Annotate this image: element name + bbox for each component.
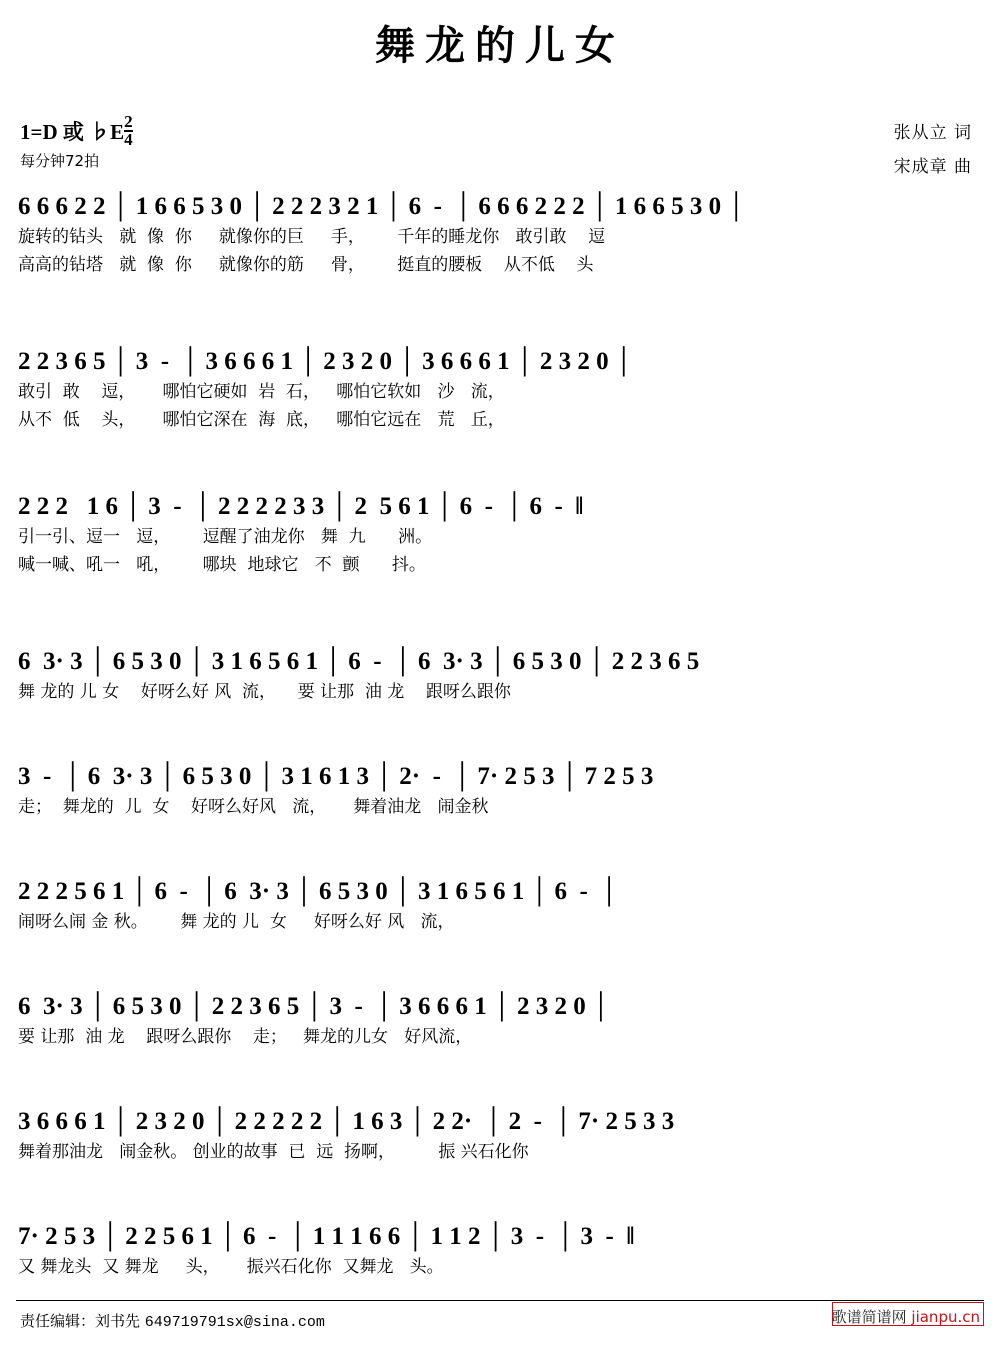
lyric-line-verse1: 又 舞龙头 又 舞龙 头， 振兴石化你 又舞龙 头。 <box>18 1257 444 1277</box>
watermark-site-name: 歌谱简谱网 <box>831 1308 907 1326</box>
lyricist-credit: 张从立 词 <box>893 123 972 143</box>
music-system-8 <box>18 1105 982 1165</box>
lyric-line-verse1: 舞 龙的 儿 女 好呀么好 风 流， 要 让那 油 龙 跟呀么跟你 <box>18 682 511 702</box>
editor-label: 责任编辑：刘书先 <box>20 1312 141 1330</box>
music-system-1 <box>18 190 982 278</box>
key-alternate: ♭E <box>89 120 125 145</box>
notation-line: 6 6 6 2 2 │ 1 6 6 5 3 0 │ 2 2 2 3 2 1 │ 6 - │ 6 6 6 2 2 2 │ 1 6 6 5 3 0 │ <box>18 193 746 220</box>
lyric-line-verse2: 喊一喊、吼一 吼， 哪块 地球它 不 颤 抖。 <box>18 555 426 575</box>
notation-line: 3 - │ 6 3· 3 │ 6 5 3 0 │ 3 1 6 1 3 │ 2· - │ 7· 2 5 3 │ 7 2 5 3 <box>18 763 654 790</box>
lyric-line-verse2: 从不 低 头， 哪怕它深在 海 底， 哪怕它远在 荒 丘， <box>18 410 505 430</box>
lyric-line-verse2: 高高的钻塔 就 像 你 就像你的筋 骨， 挺直的腰板 从不低 头 <box>18 255 594 275</box>
music-system-5 <box>18 760 982 820</box>
music-system-3 <box>18 490 982 578</box>
lyric-line-verse1: 走； 舞龙的 儿 女 好呀么好风 流， 舞着油龙 闹金秋 <box>18 797 489 817</box>
music-system-6 <box>18 875 982 935</box>
notation-line: 2 2 2 5 6 1 │ 6 - │ 6 3· 3 │ 6 5 3 0 │ 3 1 6 5 6 1 │ 6 - │ <box>18 878 619 905</box>
music-system-2 <box>18 345 982 433</box>
contact-email: 649719791sx@sina.com <box>144 1314 325 1331</box>
music-system-4 <box>18 645 982 705</box>
lyric-line-verse1: 敢引 敢 逗， 哪怕它硬如 岩 石， 哪怕它软如 沙 流， <box>18 382 505 402</box>
notation-line: 6 3· 3 │ 6 5 3 0 │ 3 1 6 5 6 1 │ 6 - │ 6 3· 3 │ 6 5 3 0 │ 2 2 3 6 5 <box>18 648 700 675</box>
footer-credits <box>20 1310 325 1331</box>
lyric-line-verse1: 要 让那 油 龙 跟呀么跟你 走； 舞龙的儿女 好风流， <box>18 1027 473 1047</box>
watermark-url: jianpu.cn <box>911 1308 980 1326</box>
music-system-7 <box>18 990 982 1050</box>
watermark[interactable] <box>832 1306 980 1327</box>
notation-line: 3 6 6 6 1 │ 2 3 2 0 │ 2 2 2 2 2 │ 1 6 3 │ 2 2· │ 2 - │ 7· 2 5 3 3 <box>18 1108 675 1135</box>
lyric-line-verse1: 旋转的钻头 就 像 你 就像你的巨 手， 千年的睡龙你 敢引敢 逗 <box>18 227 606 247</box>
notation-line: 6 3· 3 │ 6 5 3 0 │ 2 2 3 6 5 │ 3 - │ 3 6 6 6 1 │ 2 3 2 0 │ <box>18 993 610 1020</box>
key-signature <box>20 114 133 148</box>
lyric-line-verse1: 闹呀么闹 金 秋。 舞 龙的 儿 女 好呀么好 风 流， <box>18 912 455 932</box>
notation-line: 2 2 3 6 5 │ 3 - │ 3 6 6 6 1 │ 2 3 2 0 │ 3 6 6 6 1 │ 2 3 2 0 │ <box>18 348 633 375</box>
notation-line: 7· 2 5 3 │ 2 2 5 6 1 │ 6 - │ 1 1 1 6 6 │ 1 1 2 │ 3 - │ 3 - ‖ <box>18 1223 635 1250</box>
footer-divider <box>16 1300 984 1301</box>
music-system-9 <box>18 1220 982 1280</box>
lyric-line-verse1: 舞着那油龙 闹金秋。 创业的故事 已 远 扬啊， 振 兴石化你 <box>18 1142 529 1162</box>
time-signature: $\frac{2}{4}$ <box>124 112 133 150</box>
lyric-line-verse1: 引一引、逗一 逗， 逗醒了油龙你 舞 九 洲。 <box>18 527 433 547</box>
key-signature-text: 1=D 或 <box>20 120 90 145</box>
notation-line: 2 2 2 1 6 │ 3 - │ 2 2 2 2 3 3 │ 2 5 6 1 │ 6 - │ 6 - ‖ <box>18 493 584 520</box>
composer-credit: 宋成章 曲 <box>893 157 972 177</box>
tempo-marking: 每分钟72拍 <box>20 152 100 170</box>
page-title: 舞龙的儿女 <box>375 23 625 69</box>
